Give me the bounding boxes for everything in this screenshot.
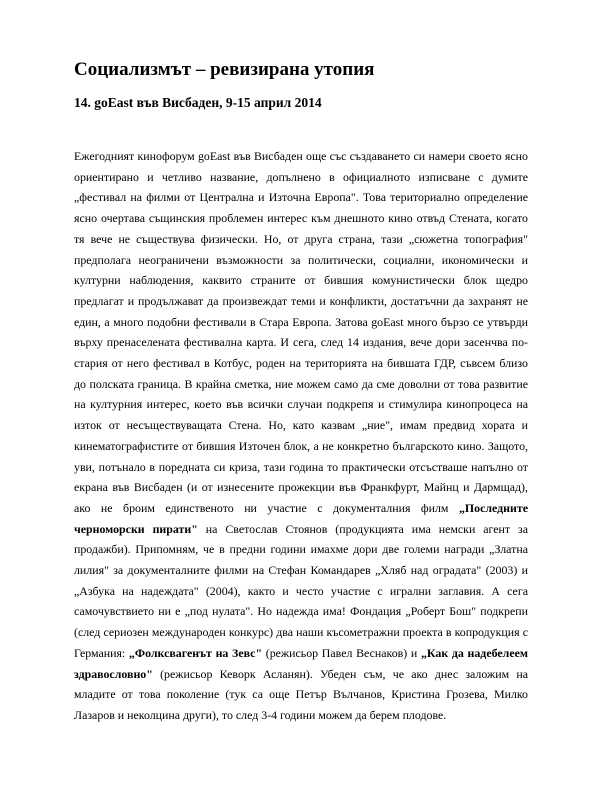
body-text-segment: (режисьор Кеворк Асланян). Убеден съм, че ако днес заложим на младите от това поколение (тук са още Петър Вълчанов, Кристина Грозева, Милко Лазаров и неколцина други), то след 3-4 години можем да берем плодове. (74, 666, 528, 722)
article-body (74, 146, 528, 726)
body-text-segment: на Светослав Стоянов (продукцията има немски агент за продажби). Припомням, че в предни години имахме дори две големи награди „Златна лилия" за документалните филми на Стефан Командарев „Хляб над оградата" (2003) и „Азбука на надеждата" (2004), както и често участие с игрални заглавия. А сега самочувствието ни е „под нулата". Но надежда има! Фондация „Роберт Бош" подкрепи (след сериозен международен конкурс) два наши късометражни проекта в копродукция с Германия: (74, 521, 528, 660)
film-title: „Фолксвагенът на Зевс" (128, 645, 263, 660)
article-title: Социализмът – ревизирана утопия (74, 59, 375, 80)
document-page (74, 58, 528, 726)
body-text-segment: (режисьор Павел Веснаков) и (262, 645, 421, 660)
article-subtitle: 14. goEast във Висбаден, 9-15 април 2014 (74, 95, 322, 110)
film-title: „Как да надебелеем здравословно" (74, 645, 528, 681)
film-title: „Последните черноморски пирати" (74, 500, 528, 536)
body-text-segment: Ежегодният кинофорум goEast във Висбаден още със създаването си намери своето ясно ориентирано и четливо название, допълнено в официалното изписване с думите „фестивал на филми от Централна и Източна Европа". Това териториално определение ясно очертава същинския проблемен интерес към днешното кино отвъд Стената, когато тя вече не съществува физически. Но, от друга страна, тази „сюжетна топография" предполага неограничени възможности за политически, социални, икономически и културни наблюдения, каквито страните от бившия комунистически блок щедро предлагат и продължават да произвеждат теми и конфликти, достатъчни да захранят не един, а много подобни фестивали в Стара Европа. Затова goEast много бързо се утвърди върху пренаселената фестивална карта. И сега, след 14 издания, вече дори засенчва по-стария от него фестивал в Котбус, роден на територията на бившата ГДР, съвсем близо до полската граница. В крайна сметка, ние можем само да сме доволни от това развитие на културния интерес, което във всички случаи подкрепя и стимулира кинопроцеса на изток от несъществуващата Стена. Но, като казвам „ние", имам предвид хората и кинематографистите от бившия Източен блок, а не конкретно българското кино. Защото, уви, потънало в поредната си криза, тази година то практически отсъстваше напълно от екрана във Висбаден (и от изнесените прожекции във Франкфурт, Майнц и Дармщад), ако не броим единственото ни участие с документалния филм (74, 149, 528, 515)
